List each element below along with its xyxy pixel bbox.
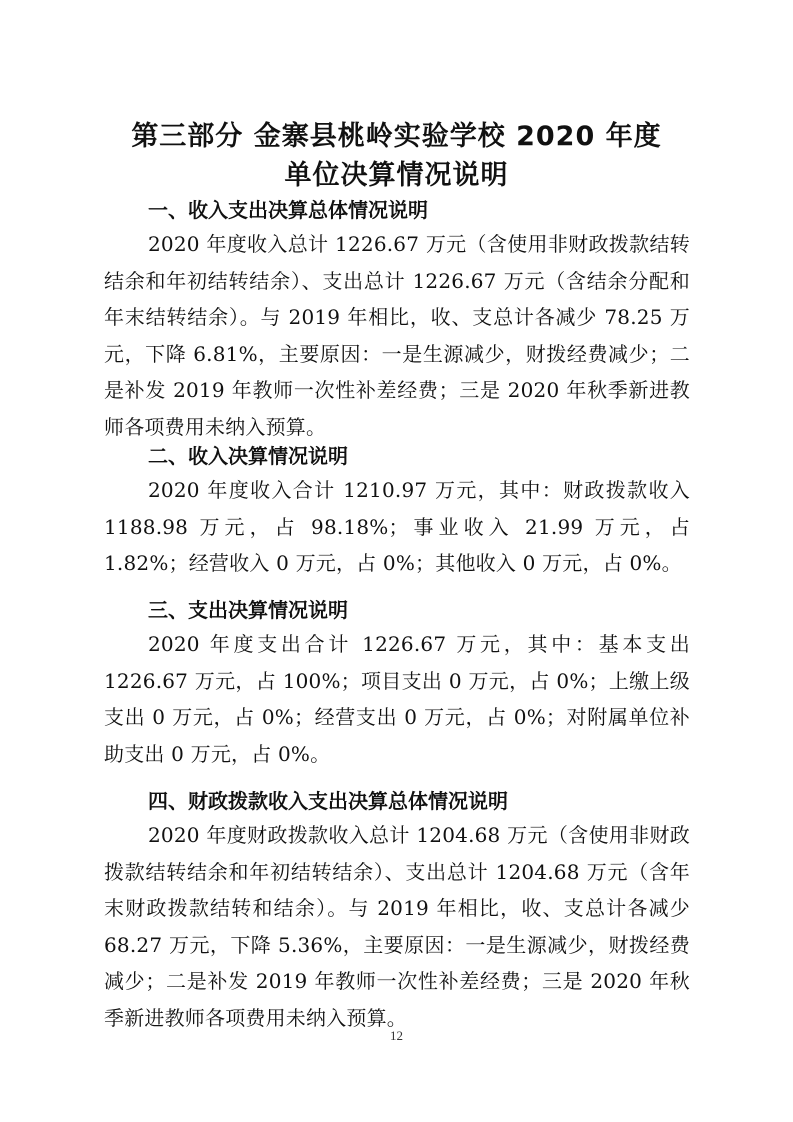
section-2-heading: 二、收入决算情况说明 — [148, 444, 348, 468]
document-title-line1: 第三部分 金寨县桃岭实验学校 2020 年度 — [131, 121, 662, 152]
section-4-body: 2020 年度财政拨款收入总计 1204.68 万元（含使用非财政拨款结转结余和年初结转结余）、支出总计 1204.68 万元（含年末财政拨款结转和结余）。与 2019 年相比，收、支总计各减少 68.27 万元，下降 5.36%，主要原因：一是生源减少，财拨经费减少；二是补发 2019 年教师一次性补差经费；三是 2020 年秋季新进教师各项费用未纳入预算。 — [104, 823, 690, 1030]
section-2-body: 2020 年度收入合计 1210.97 万元，其中：财政拨款收入 1188.98 万元，占 98.18%；事业收入 21.99 万元，占 1.82%；经营收入 0 万元，占 0%；其他收入 0 万元，占 0%。 — [104, 478, 690, 575]
page-number: 12 — [390, 1028, 403, 1043]
section-1-heading: 一、收入支出决算总体情况说明 — [148, 198, 428, 222]
document-title-line2: 单位决算情况说明 — [284, 160, 509, 191]
section-4-heading: 四、财政拨款收入支出决算总体情况说明 — [148, 789, 508, 813]
section-3-heading: 三、支出决算情况说明 — [148, 598, 348, 622]
section-3-body: 2020 年度支出合计 1226.67 万元，其中：基本支出 1226.67 万元，占 100%；项目支出 0 万元，占 0%；上缴上级支出 0 万元，占 0%；经营支出 0 万元，占 0%；对附属单位补助支出 0 万元，占 0%。 — [104, 632, 690, 766]
section-1-body: 2020 年度收入总计 1226.67 万元（含使用非财政拨款结转结余和年初结转结余）、支出总计 1226.67 万元（含结余分配和年末结转结余）。与 2019 年相比，收、支总计各减少 78.25 万元，下降 6.81%，主要原因：一是生源减少，财拨经费减少；二是补发 2019 年教师一次性补差经费；三是 2020 年秋季新进教师各项费用未纳入预算。 — [104, 232, 690, 439]
